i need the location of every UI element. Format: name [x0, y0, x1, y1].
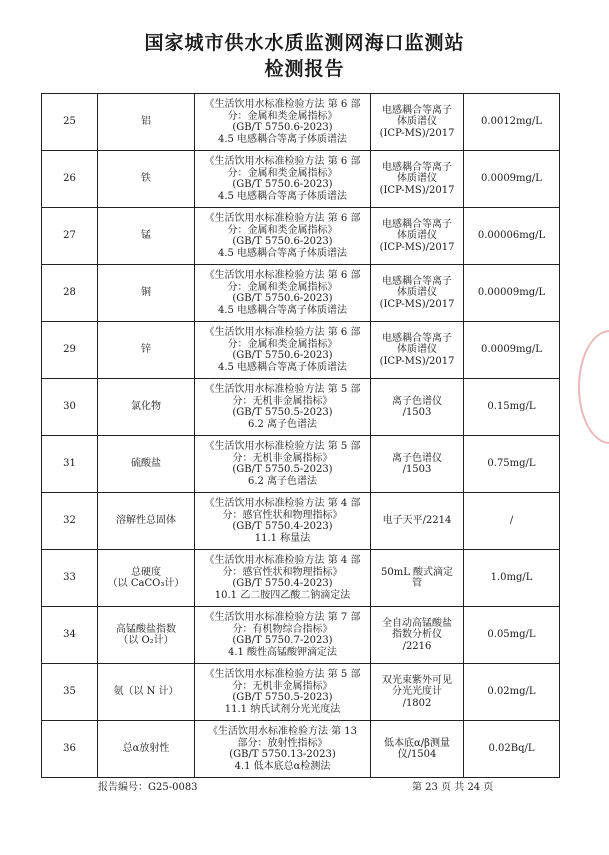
- test-method: [195, 607, 371, 664]
- test-method: [195, 550, 371, 607]
- table-row: [42, 436, 560, 493]
- instrument-line: /1802: [402, 697, 432, 709]
- instrument-line: 双光束紫外可见: [382, 674, 452, 686]
- table-row: [42, 721, 560, 778]
- row-number: 36: [42, 721, 98, 778]
- test-item: [98, 721, 195, 778]
- test-item: [98, 94, 195, 151]
- test-method-line: 分：金属和类金属指标》: [227, 224, 338, 236]
- test-item: [98, 550, 195, 607]
- test-method-line: 4.5 电感耦合等离子体质谱法: [217, 304, 348, 316]
- test-method-line: 《生活饮用水标准检验方法 第 6 部: [204, 327, 361, 338]
- station-title: 国家城市供水水质监测网海口监测站: [144, 32, 465, 54]
- test-method-line: 《生活饮用水标准检验方法 第 4 部: [204, 498, 361, 509]
- test-method-line: 分：有机物综合指标》: [232, 623, 333, 635]
- report-title: 检测报告: [264, 58, 345, 80]
- test-item-line: 总α放射性: [122, 743, 170, 755]
- instrument-line: 管: [412, 578, 422, 589]
- instrument-line: 体质谱仪: [397, 116, 437, 128]
- test-item-line: 氯化物: [131, 401, 161, 413]
- test-method-line: 分：金属和类金属指标》: [227, 110, 338, 122]
- test-method-line: 4.1 酸性高锰酸钾滴定法: [227, 646, 338, 658]
- test-method-line: 分：金属和类金属指标》: [227, 167, 338, 179]
- test-method-line: (GB/T 5750.6-2023): [232, 350, 333, 361]
- test-method-line: (GB/T 5750.5-2023): [232, 692, 333, 703]
- instrument-line: 电感耦合等离子: [382, 332, 452, 344]
- test-item: [98, 493, 195, 550]
- test-item-line: 铝: [141, 116, 151, 128]
- test-method-line: (GB/T 5750.6-2023): [232, 179, 333, 190]
- test-method-line: 10.1 乙二胺四乙酸二钠滴定法: [214, 589, 351, 601]
- test-method: [195, 664, 371, 721]
- test-method-line: 《生活饮用水标准检验方法 第 6 部: [204, 99, 361, 110]
- test-item-line: 硫酸盐: [131, 458, 161, 470]
- test-item-line: 锌: [141, 344, 151, 356]
- instrument-line: 低本底α/β测量: [384, 737, 450, 749]
- instrument-line: /1503: [402, 407, 432, 418]
- detection-limit: /: [464, 493, 560, 550]
- instrument-line: /2216: [402, 640, 432, 652]
- test-method-line: (GB/T 5750.7-2023): [232, 635, 333, 646]
- detection-limit: 0.0009mg/L: [464, 151, 560, 208]
- test-method-line: 分：金属和类金属指标》: [227, 338, 338, 350]
- instrument-line: 体质谱仪: [397, 287, 437, 299]
- page-number: 第 23 页 共 24 页: [412, 782, 494, 793]
- test-method: [195, 265, 371, 322]
- row-number: 32: [42, 493, 98, 550]
- test-method-line: (GB/T 5750.4-2023): [232, 521, 333, 532]
- instrument: [371, 436, 464, 493]
- test-method-line: 4.1 低本底总α检测法: [234, 760, 331, 772]
- detection-limit: 0.02mg/L: [464, 664, 560, 721]
- test-item-line: 铜: [141, 287, 151, 299]
- instrument-line: (ICP-MS)/2017: [379, 184, 455, 196]
- test-method: [195, 322, 371, 379]
- row-number: 27: [42, 208, 98, 265]
- instrument-line: 离子色谱仪: [392, 395, 442, 407]
- table-row: [42, 493, 560, 550]
- table-row: [42, 379, 560, 436]
- detection-limit: 0.00006mg/L: [464, 208, 560, 265]
- instrument-line: /1503: [402, 464, 432, 475]
- test-item-line: 氨（以 N 计）: [113, 686, 179, 698]
- detection-limit: 0.0009mg/L: [464, 322, 560, 379]
- row-number: 33: [42, 550, 98, 607]
- instrument-line: (ICP-MS)/2017: [379, 355, 455, 367]
- instrument: [371, 379, 464, 436]
- test-method-line: 6.2 离子色谱法: [247, 475, 318, 487]
- test-item: [98, 379, 195, 436]
- test-method-line: 分：无机非金属指标》: [232, 395, 333, 407]
- instrument: [371, 493, 464, 550]
- test-method-line: 分：无机非金属指标》: [232, 680, 333, 692]
- row-number: 29: [42, 322, 98, 379]
- instrument-line: (ICP-MS)/2017: [379, 241, 455, 253]
- test-method-line: 《生活饮用水标准检验方法 第 13: [207, 726, 358, 737]
- table-row: [42, 151, 560, 208]
- instrument: [371, 208, 464, 265]
- table-row: [42, 322, 560, 379]
- test-method-line: 6.2 离子色谱法: [247, 418, 318, 430]
- instrument: [371, 664, 464, 721]
- detection-limit: 1.0mg/L: [464, 550, 560, 607]
- table-row: [42, 265, 560, 322]
- test-method: [195, 436, 371, 493]
- instrument: [371, 151, 464, 208]
- detection-limit: 0.15mg/L: [464, 379, 560, 436]
- test-method-line: 《生活饮用水标准检验方法 第 6 部: [204, 270, 361, 281]
- instrument-line: 体质谱仪: [397, 173, 437, 185]
- test-method: [195, 208, 371, 265]
- instrument-line: 离子色谱仪: [392, 452, 442, 464]
- test-item: [98, 607, 195, 664]
- test-item-line: 总硬度: [131, 566, 161, 578]
- test-item: [98, 664, 195, 721]
- instrument-line: (ICP-MS)/2017: [379, 127, 455, 139]
- row-number: 25: [42, 94, 98, 151]
- test-item: [98, 436, 195, 493]
- test-method-line: 《生活饮用水标准检验方法 第 7 部: [204, 612, 361, 623]
- instrument: [371, 721, 464, 778]
- test-method-line: 分：感官性状和物理指标》: [222, 566, 343, 578]
- test-method-line: (GB/T 5750.6-2023): [232, 293, 333, 304]
- test-method-line: (GB/T 5750.5-2023): [232, 407, 333, 418]
- detection-limit: 0.0012mg/L: [464, 94, 560, 151]
- seal-stamp: [578, 330, 609, 444]
- test-method-line: 4.5 电感耦合等离子体质谱法: [217, 361, 348, 373]
- test-method: [195, 379, 371, 436]
- instrument-line: 分光光度计: [392, 686, 442, 698]
- test-item-line: 溶解性总固体: [116, 515, 176, 527]
- test-item: [98, 322, 195, 379]
- instrument-line: 体质谱仪: [397, 344, 437, 356]
- test-method-line: 分：感官性状和物理指标》: [222, 509, 343, 521]
- row-number: 34: [42, 607, 98, 664]
- table-row: [42, 94, 560, 151]
- instrument-line: 指数分析仪: [392, 629, 442, 641]
- test-method-line: 《生活饮用水标准检验方法 第 5 部: [204, 441, 361, 452]
- test-item: [98, 265, 195, 322]
- test-item-line: 铁: [141, 173, 151, 185]
- detection-limit: 0.02Bq/L: [464, 721, 560, 778]
- row-number: 26: [42, 151, 98, 208]
- instrument: [371, 94, 464, 151]
- test-method-line: 《生活饮用水标准检验方法 第 6 部: [204, 213, 361, 224]
- table-row: [42, 208, 560, 265]
- test-method-line: (GB/T 5750.6-2023): [232, 122, 333, 133]
- test-method-line: (GB/T 5750.13-2023): [229, 749, 336, 760]
- test-method: [195, 721, 371, 778]
- test-method-line: 11.1 纳氏试剂分光光度法: [224, 703, 341, 715]
- test-method-line: 11.1 称量法: [254, 532, 311, 544]
- detection-limit: 0.05mg/L: [464, 607, 560, 664]
- test-method-line: 4.5 电感耦合等离子体质谱法: [217, 247, 348, 259]
- test-method-line: (GB/T 5750.6-2023): [232, 236, 333, 247]
- detection-limit: 0.75mg/L: [464, 436, 560, 493]
- instrument-line: 全自动高锰酸盐: [382, 617, 452, 629]
- row-number: 30: [42, 379, 98, 436]
- test-method: [195, 493, 371, 550]
- test-method-line: (GB/T 5750.5-2023): [232, 464, 333, 475]
- report-header: [0, 30, 609, 82]
- instrument: [371, 265, 464, 322]
- test-method: [195, 151, 371, 208]
- test-item-line: （以 CaCO₃计）: [107, 578, 185, 589]
- test-item-line: （以 O₂计）: [118, 635, 174, 646]
- table-row: [42, 664, 560, 721]
- test-item-line: 锰: [141, 230, 151, 242]
- test-method-line: 分：金属和类金属指标》: [227, 281, 338, 293]
- instrument-line: 50mL 酸式滴定: [380, 566, 454, 578]
- detection-methods-table: [41, 93, 560, 778]
- test-method-line: 《生活饮用水标准检验方法 第 5 部: [204, 384, 361, 395]
- test-method-line: 《生活饮用水标准检验方法 第 5 部: [204, 669, 361, 680]
- row-number: 35: [42, 664, 98, 721]
- test-method: [195, 94, 371, 151]
- instrument-line: 电感耦合等离子: [382, 218, 452, 230]
- instrument: [371, 322, 464, 379]
- instrument-line: 电感耦合等离子: [382, 161, 452, 173]
- test-item-line: 高锰酸盐指数: [116, 623, 176, 635]
- test-method-line: 4.5 电感耦合等离子体质谱法: [217, 190, 348, 202]
- instrument-line: 电感耦合等离子: [382, 275, 452, 287]
- detection-limit: 0.00009mg/L: [464, 265, 560, 322]
- test-method-line: (GB/T 5750.4-2023): [232, 578, 333, 589]
- instrument: [371, 607, 464, 664]
- table-row: [42, 550, 560, 607]
- table-body: [42, 94, 560, 778]
- instrument: [371, 550, 464, 607]
- test-item: [98, 151, 195, 208]
- test-method-line: 部分：放射性指标》: [237, 737, 328, 749]
- instrument-line: 电感耦合等离子: [382, 104, 452, 116]
- test-item: [98, 208, 195, 265]
- test-method-line: 4.5 电感耦合等离子体质谱法: [217, 133, 348, 145]
- instrument-line: 电子天平/2214: [382, 515, 452, 527]
- row-number: 28: [42, 265, 98, 322]
- report-number: 报告编号：G25-0083: [98, 782, 198, 793]
- test-method-line: 《生活饮用水标准检验方法 第 6 部: [204, 156, 361, 167]
- instrument-line: 体质谱仪: [397, 230, 437, 242]
- test-method-line: 《生活饮用水标准检验方法 第 4 部: [204, 555, 361, 566]
- table-row: [42, 607, 560, 664]
- test-method-line: 分：无机非金属指标》: [232, 452, 333, 464]
- row-number: 31: [42, 436, 98, 493]
- instrument-line: 仪/1504: [397, 749, 437, 760]
- instrument-line: (ICP-MS)/2017: [379, 298, 455, 310]
